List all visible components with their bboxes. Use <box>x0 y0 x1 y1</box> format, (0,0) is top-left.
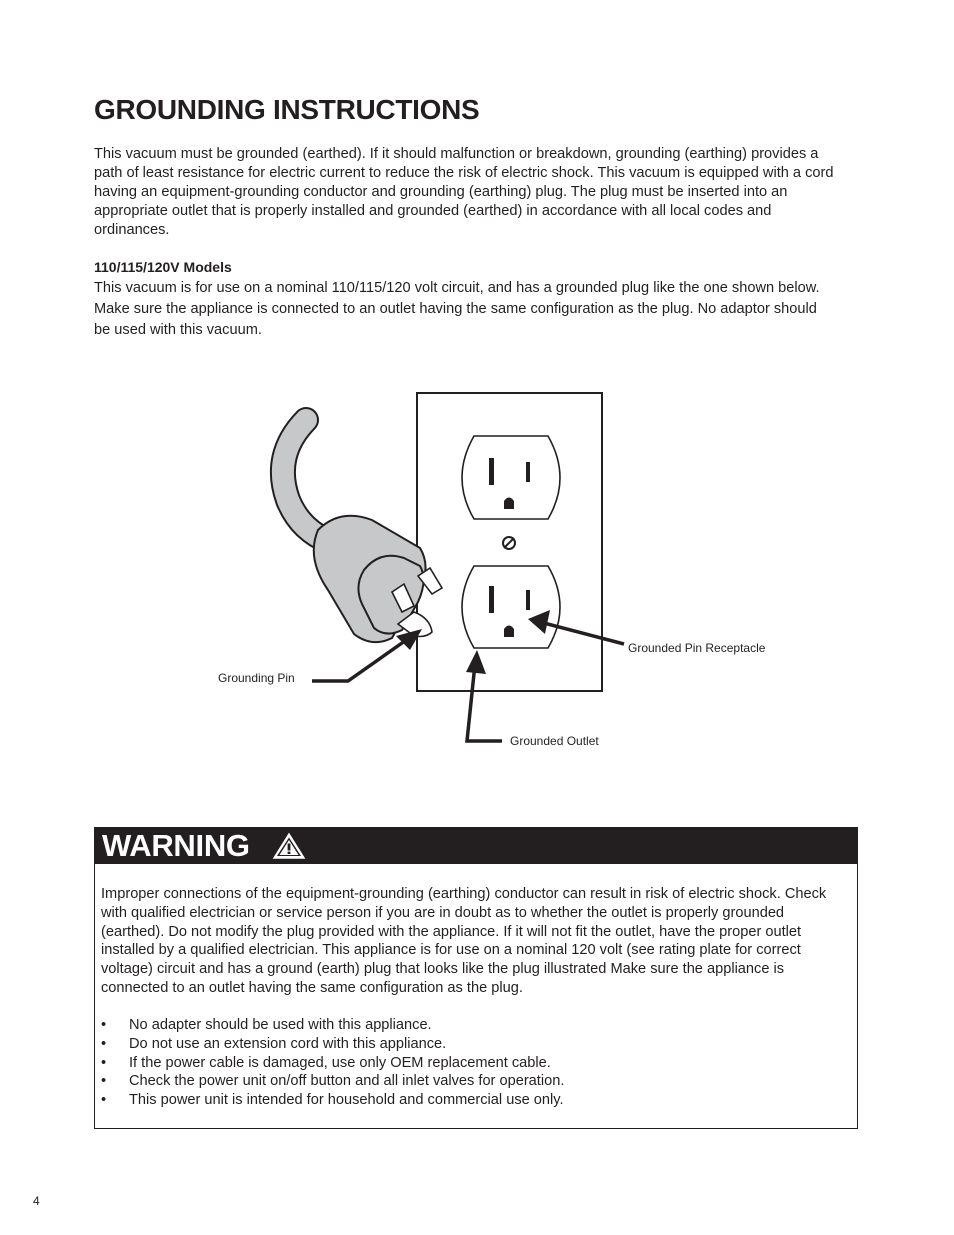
warning-bullet-list <box>101 1016 564 1110</box>
lower-slot-right <box>526 590 530 610</box>
bullet-symbol: • <box>101 1035 107 1052</box>
grounding-pin-label: Grounding Pin <box>218 671 295 685</box>
list-item <box>101 1091 564 1110</box>
warning-title: WARNING <box>102 828 250 863</box>
intro-paragraph: This vacuum must be grounded (earthed). If it should malfunction or breakdown, grounding (earthing) provides a path of least resistance for electric current to reduce the risk of electric shock. This vacuum is equipped with a cord having an equipment-grounding conductor and grounding (earthing) plug. The plug must be inserted into an appropriate outlet that is properly installed and grounded (earthed) in accordance with all local codes and ordinances. <box>94 146 834 238</box>
grounding-pin-arrow <box>312 636 412 681</box>
plug-outlet-drawing <box>0 380 954 760</box>
bullet-text: Check the power unit on/off button and all inlet valves for operation. <box>129 1073 565 1090</box>
bullet-text: Do not use an extension cord with this appliance. <box>129 1035 447 1052</box>
lower-ground-hole <box>504 626 514 638</box>
models-paragraph: This vacuum is for use on a nominal 110/115/120 volt circuit, and has a grounded plug like the one shown below. Make sure the appliance is connected to an outlet having the same configuration as the plug. No adaptor should be used with this vacuum. <box>94 280 820 338</box>
bullet-symbol: • <box>101 1073 107 1090</box>
lower-slot-left <box>489 586 494 613</box>
grounded-pin-receptacle-label: Grounded Pin Receptacle <box>628 641 766 655</box>
warning-body: Improper connections of the equipment-grounding (earthing) conductor can result in risk of electric shock. Check with qualified electrician or service person if you are in doubt as to whether the outlet is properly grounded (earthed). Do not modify the plug provided with the appliance. If it will not fit the outlet, have the proper outlet installed by a qualified electrician. This appliance is for use on a nominal 120 volt (see rating plate for correct voltage) circuit and has a ground (earth) plug that looks like the plug illustrated Make sure the appliance is connected to an outlet having the same configuration as the plug. <box>101 886 827 996</box>
upper-ground-hole <box>504 498 514 510</box>
bullet-symbol: • <box>101 1054 107 1071</box>
upper-slot-right <box>526 462 530 482</box>
bullet-text: This power unit is intended for household and commercial use only. <box>129 1092 564 1109</box>
list-item <box>101 1054 564 1073</box>
models-heading: 110/115/120V Models <box>94 259 232 275</box>
bullet-text: If the power cable is damaged, use only OEM replacement cable. <box>129 1054 551 1071</box>
page-number: 4 <box>33 1194 40 1208</box>
plug-outlet-illustration <box>0 380 954 760</box>
grounded-outlet-label: Grounded Outlet <box>510 734 599 748</box>
page-title: GROUNDING INSTRUCTIONS <box>94 94 480 125</box>
warning-triangle-icon <box>272 832 306 860</box>
bullet-symbol: • <box>101 1017 107 1033</box>
bullet-symbol: • <box>101 1092 107 1109</box>
list-item <box>101 1072 564 1091</box>
warning-header <box>95 828 857 864</box>
upper-slot-left <box>489 458 494 485</box>
list-item <box>101 1035 564 1054</box>
list-item <box>101 1016 564 1035</box>
warning-box <box>94 827 858 1129</box>
bullet-text: No adapter should be used with this appliance. <box>129 1017 432 1033</box>
